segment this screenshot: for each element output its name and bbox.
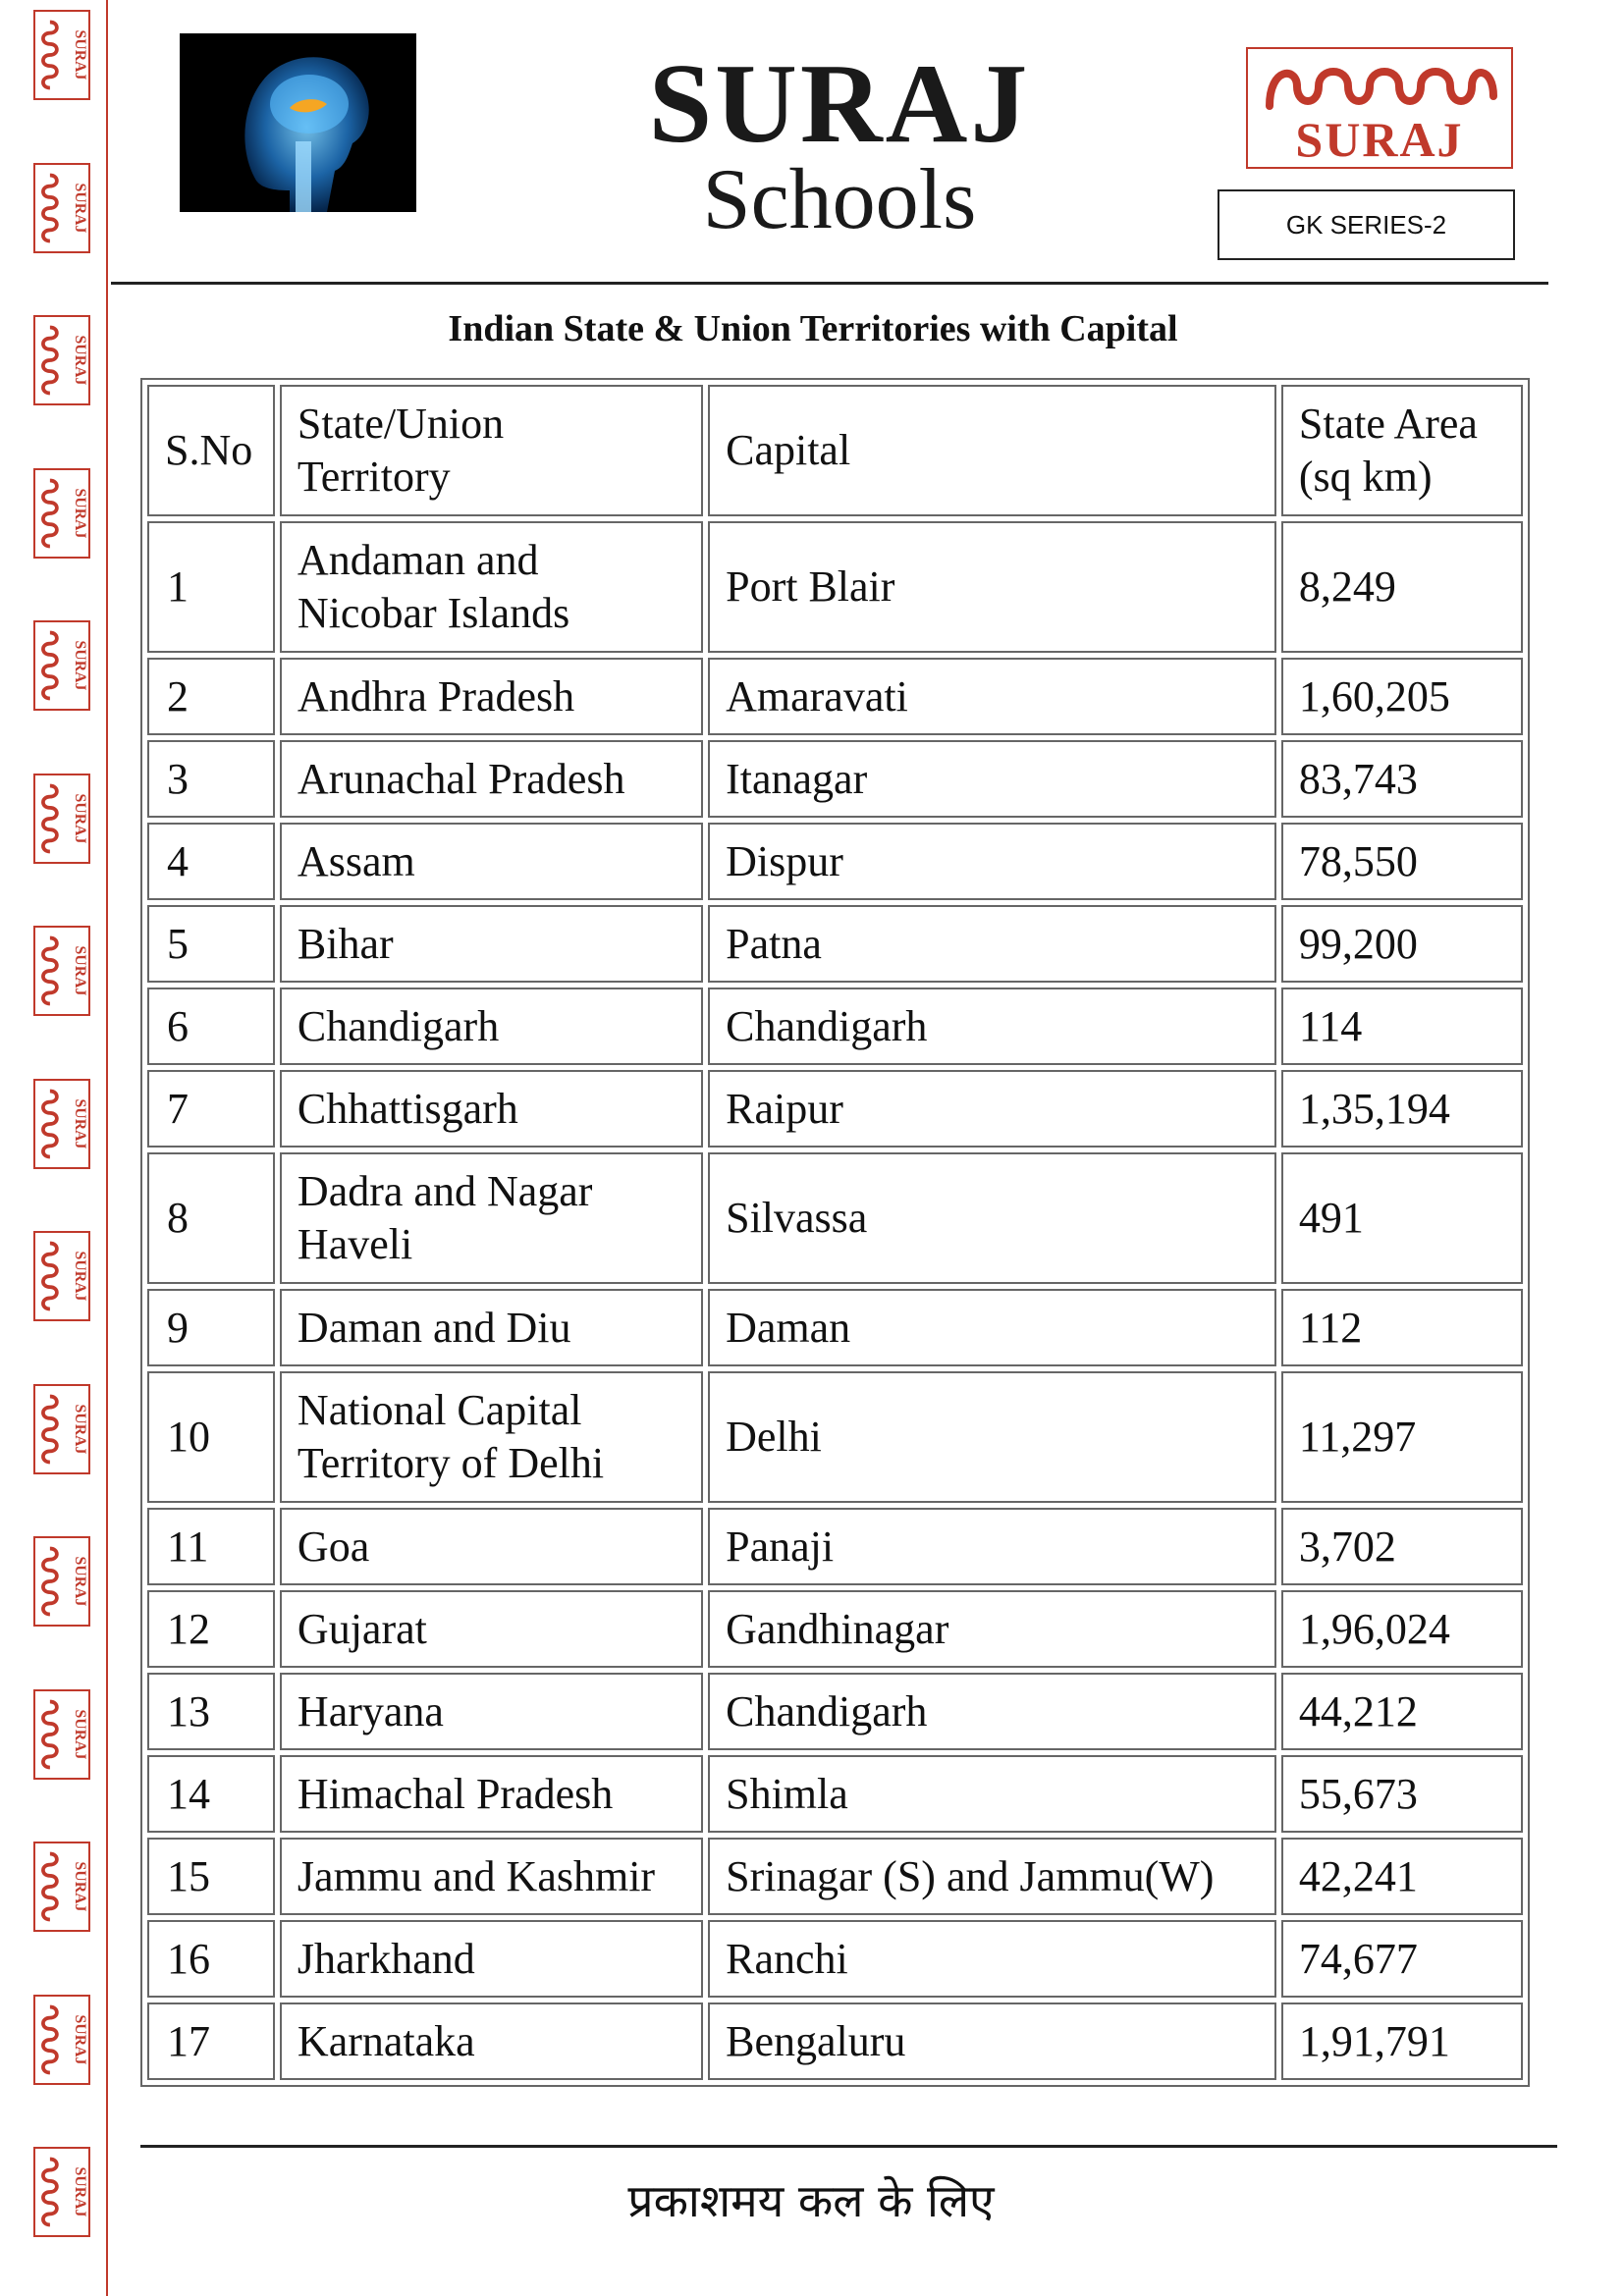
side-suraj-logo <box>33 163 90 253</box>
side-suraj-logo <box>33 468 90 559</box>
table-row <box>147 521 1523 653</box>
cell-sno: 8 <box>147 1152 275 1284</box>
cell-state: Assam <box>280 823 703 900</box>
side-strip-rule <box>106 0 108 2296</box>
cell-area: 114 <box>1281 988 1523 1065</box>
cell-capital: Port Blair <box>708 521 1276 653</box>
header-sno: S.No <box>147 385 275 516</box>
wave-logo-icon <box>1258 57 1503 118</box>
cell-state: Andhra Pradesh <box>280 658 703 735</box>
cell-capital: Itanagar <box>708 740 1276 818</box>
cell-area: 1,60,205 <box>1281 658 1523 735</box>
cell-sno: 7 <box>147 1070 275 1148</box>
svg-text:SURAJ: SURAJ <box>71 2166 88 2217</box>
side-suraj-logo <box>33 620 90 711</box>
cell-capital: Chandigarh <box>708 1673 1276 1750</box>
cell-sno: 6 <box>147 988 275 1065</box>
table-row <box>147 1289 1523 1366</box>
svg-text:SURAJ: SURAJ <box>71 945 88 996</box>
cell-area: 55,673 <box>1281 1755 1523 1833</box>
header-area: State Area (sq km) <box>1281 385 1523 516</box>
cell-sno: 17 <box>147 2002 275 2080</box>
cell-state: Chhattisgarh <box>280 1070 703 1148</box>
cell-area: 74,677 <box>1281 1920 1523 1998</box>
cell-area: 11,297 <box>1281 1371 1523 1503</box>
cell-state: Daman and Diu <box>280 1289 703 1366</box>
cell-sno: 11 <box>147 1508 275 1585</box>
table-row <box>147 1920 1523 1998</box>
side-suraj-logo <box>33 1536 90 1627</box>
svg-text:SURAJ: SURAJ <box>71 793 88 843</box>
cell-sno: 3 <box>147 740 275 818</box>
svg-text:SURAJ: SURAJ <box>71 1251 88 1302</box>
cell-sno: 13 <box>147 1673 275 1750</box>
suraj-logo <box>1246 47 1513 169</box>
cell-area: 491 <box>1281 1152 1523 1284</box>
cell-state: Andaman and Nicobar Islands <box>280 521 703 653</box>
side-suraj-logo <box>33 1995 90 2085</box>
table-row <box>147 1755 1523 1833</box>
cell-state: Haryana <box>280 1673 703 1750</box>
brand-subtitle: Schools <box>702 152 977 247</box>
cell-area: 1,96,024 <box>1281 1590 1523 1668</box>
side-suraj-logo <box>33 1689 90 1780</box>
table-row <box>147 988 1523 1065</box>
cell-sno: 15 <box>147 1838 275 1915</box>
side-suraj-logo <box>33 315 90 405</box>
cell-state: Arunachal Pradesh <box>280 740 703 818</box>
side-suraj-logo <box>33 2147 90 2237</box>
svg-text:SURAJ: SURAJ <box>71 1709 88 1759</box>
svg-text:SURAJ: SURAJ <box>71 2014 88 2064</box>
table-header-row <box>147 385 1523 516</box>
table-row <box>147 1673 1523 1750</box>
svg-text:SURAJ: SURAJ <box>71 335 88 386</box>
table-row <box>147 740 1523 818</box>
cell-sno: 2 <box>147 658 275 735</box>
cell-capital: Panaji <box>708 1508 1276 1585</box>
cell-area: 112 <box>1281 1289 1523 1366</box>
table-row <box>147 1590 1523 1668</box>
footer-divider <box>140 2145 1557 2148</box>
cell-state: National Capital Territory of Delhi <box>280 1371 703 1503</box>
header-divider <box>111 282 1548 285</box>
cell-capital: Silvassa <box>708 1152 1276 1284</box>
series-badge: GK SERIES-2 <box>1218 189 1515 260</box>
table-row <box>147 658 1523 735</box>
svg-text:SURAJ: SURAJ <box>71 1556 88 1607</box>
cell-state: Jammu and Kashmir <box>280 1838 703 1915</box>
table-row <box>147 2002 1523 2080</box>
cell-area: 44,212 <box>1281 1673 1523 1750</box>
cell-state: Karnataka <box>280 2002 703 2080</box>
cell-sno: 12 <box>147 1590 275 1668</box>
table-row <box>147 1070 1523 1148</box>
cell-state: Dadra and Nagar Haveli <box>280 1152 703 1284</box>
cell-state: Bihar <box>280 905 703 983</box>
cell-sno: 9 <box>147 1289 275 1366</box>
svg-text:SURAJ: SURAJ <box>71 488 88 538</box>
side-suraj-logo <box>33 1231 90 1321</box>
cell-area: 42,241 <box>1281 1838 1523 1915</box>
header-state: State/Union Territory <box>280 385 703 516</box>
svg-text:SURAJ: SURAJ <box>71 1098 88 1148</box>
footer-tagline: प्रकाशमय कल के लिए <box>627 2174 995 2227</box>
side-suraj-logo <box>33 926 90 1016</box>
cell-capital: Daman <box>708 1289 1276 1366</box>
table-row <box>147 1152 1523 1284</box>
cell-capital: Ranchi <box>708 1920 1276 1998</box>
table-row <box>147 905 1523 983</box>
table-row <box>147 1508 1523 1585</box>
cell-sno: 1 <box>147 521 275 653</box>
cell-sno: 10 <box>147 1371 275 1503</box>
logo-text: SURAJ <box>1295 112 1464 167</box>
side-logo-strip <box>27 0 110 2296</box>
side-suraj-logo <box>33 774 90 864</box>
cell-sno: 5 <box>147 905 275 983</box>
cell-area: 1,35,194 <box>1281 1070 1523 1148</box>
cell-area: 78,550 <box>1281 823 1523 900</box>
cell-area: 99,200 <box>1281 905 1523 983</box>
header-capital: Capital <box>708 385 1276 516</box>
cell-capital: Bengaluru <box>708 2002 1276 2080</box>
document-title: Indian State & Union Territories with Capital <box>448 308 1178 349</box>
side-suraj-logo <box>33 10 90 100</box>
table-row <box>147 823 1523 900</box>
cell-area: 8,249 <box>1281 521 1523 653</box>
cell-sno: 4 <box>147 823 275 900</box>
cell-capital: Delhi <box>708 1371 1276 1503</box>
brand-title: SURAJ <box>648 41 1031 167</box>
cell-sno: 16 <box>147 1920 275 1998</box>
cell-capital: Shimla <box>708 1755 1276 1833</box>
cell-state: Gujarat <box>280 1590 703 1668</box>
svg-text:SURAJ: SURAJ <box>71 183 88 233</box>
cell-sno: 14 <box>147 1755 275 1833</box>
cell-capital: Patna <box>708 905 1276 983</box>
cell-capital: Gandhinagar <box>708 1590 1276 1668</box>
cell-capital: Srinagar (S) and Jammu(W) <box>708 1838 1276 1915</box>
svg-text:SURAJ: SURAJ <box>71 1404 88 1454</box>
svg-text:SURAJ: SURAJ <box>71 1861 88 1912</box>
cell-capital: Raipur <box>708 1070 1276 1148</box>
cell-state: Himachal Pradesh <box>280 1755 703 1833</box>
cell-state: Goa <box>280 1508 703 1585</box>
cell-capital: Chandigarh <box>708 988 1276 1065</box>
cell-capital: Amaravati <box>708 658 1276 735</box>
cell-area: 83,743 <box>1281 740 1523 818</box>
side-suraj-logo <box>33 1384 90 1474</box>
cell-state: Chandigarh <box>280 988 703 1065</box>
cell-capital: Dispur <box>708 823 1276 900</box>
side-suraj-logo <box>33 1842 90 1932</box>
table-row <box>147 1371 1523 1503</box>
state-capital-table <box>140 378 1530 2087</box>
svg-text:SURAJ: SURAJ <box>71 29 88 80</box>
cell-area: 1,91,791 <box>1281 2002 1523 2080</box>
side-suraj-logo <box>33 1079 90 1169</box>
brain-image <box>180 33 416 212</box>
cell-state: Jharkhand <box>280 1920 703 1998</box>
table-row <box>147 1838 1523 1915</box>
svg-text:SURAJ: SURAJ <box>71 640 88 691</box>
cell-area: 3,702 <box>1281 1508 1523 1585</box>
